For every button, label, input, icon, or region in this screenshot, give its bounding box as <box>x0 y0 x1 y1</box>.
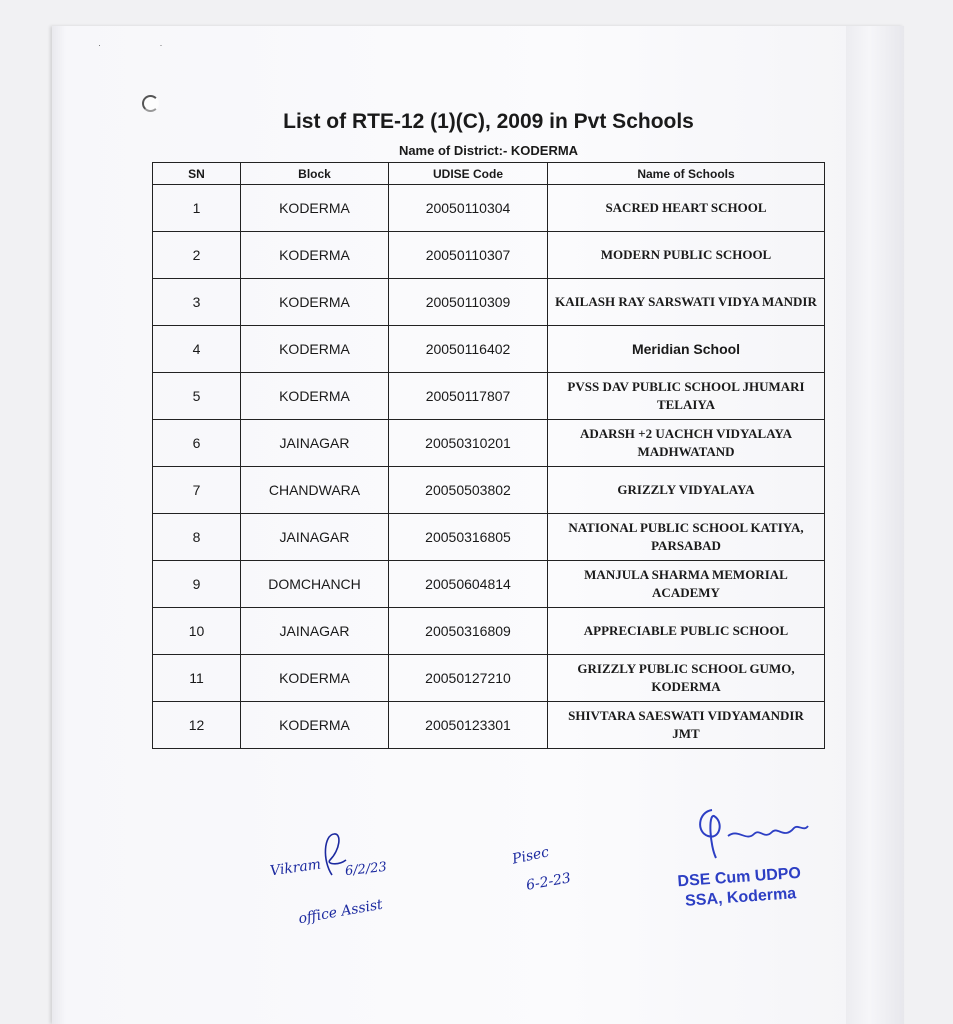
second-signature: Pisec <box>510 844 551 868</box>
paper-edge <box>846 26 904 1024</box>
cell-udise: 20050123301 <box>389 702 548 749</box>
cell-sn: 10 <box>153 608 241 655</box>
cell-school: MODERN PUBLIC SCHOOL <box>548 232 825 279</box>
cell-udise: 20050116402 <box>389 326 548 373</box>
cell-school: GRIZZLY PUBLIC SCHOOL GUMO, KODERMA <box>548 655 825 702</box>
cell-udise: 20050503802 <box>389 467 548 514</box>
cell-udise: 20050310201 <box>389 420 548 467</box>
cell-sn: 9 <box>153 561 241 608</box>
cell-block: DOMCHANCH <box>241 561 389 608</box>
stamp-line-2: SSA, Koderma <box>684 885 797 910</box>
cell-udise: 20050110304 <box>389 185 548 232</box>
table-row <box>153 326 825 373</box>
header-block: Block <box>241 163 389 185</box>
clerk-signature: Vikram <box>269 856 323 880</box>
cell-school: ADARSH +2 UACHCH VIDYALAYA MADHWATAND <box>548 420 825 467</box>
cell-block: CHANDWARA <box>241 467 389 514</box>
cell-block: KODERMA <box>241 702 389 749</box>
cell-school: Meridian School <box>548 326 825 373</box>
table-row <box>153 232 825 279</box>
table-row <box>153 608 825 655</box>
cell-school: MANJULA SHARMA MEMORIAL ACADEMY <box>548 561 825 608</box>
cell-block: KODERMA <box>241 373 389 420</box>
cell-school: KAILASH RAY SARSWATI VIDYA MANDIR <box>548 279 825 326</box>
cell-sn: 11 <box>153 655 241 702</box>
cell-udise: 20050110307 <box>389 232 548 279</box>
cell-block: KODERMA <box>241 655 389 702</box>
cell-sn: 3 <box>153 279 241 326</box>
table-row <box>153 655 825 702</box>
cell-sn: 7 <box>153 467 241 514</box>
cell-block: KODERMA <box>241 185 389 232</box>
cell-block: KODERMA <box>241 232 389 279</box>
cell-school: SACRED HEART SCHOOL <box>548 185 825 232</box>
cell-sn: 6 <box>153 420 241 467</box>
cell-block: JAINAGAR <box>241 420 389 467</box>
cell-school: SHIVTARA SAESWATI VIDYAMANDIR JMT <box>548 702 825 749</box>
cell-school: NATIONAL PUBLIC SCHOOL KATIYA, PARSABAD <box>548 514 825 561</box>
cell-udise: 20050127210 <box>389 655 548 702</box>
clerk-date: 6/2/23 <box>344 859 388 880</box>
district-line: Name of District:- KODERMA <box>398 143 579 158</box>
stamp-line-1: DSE Cum UDPO <box>677 864 802 891</box>
cell-block: KODERMA <box>241 279 389 326</box>
clerk-role: office Assist <box>297 896 384 928</box>
cell-school: GRIZZLY VIDYALAYA <box>548 467 825 514</box>
header-udise: UDISE Code <box>389 163 548 185</box>
cell-sn: 4 <box>153 326 241 373</box>
cell-udise: 20050604814 <box>389 561 548 608</box>
header-school: Name of Schools <box>548 163 825 185</box>
table-row <box>153 420 825 467</box>
table-row <box>153 373 825 420</box>
cell-sn: 5 <box>153 373 241 420</box>
table-row <box>153 514 825 561</box>
cell-udise: 20050117807 <box>389 373 548 420</box>
cell-block: JAINAGAR <box>241 514 389 561</box>
table-row <box>153 279 825 326</box>
document-title: List of RTE-12 (1)(C), 2009 in Pvt Schools <box>283 110 694 133</box>
table-row <box>153 561 825 608</box>
table-row <box>153 467 825 514</box>
cell-block: KODERMA <box>241 326 389 373</box>
header-sn: SN <box>153 163 241 185</box>
cell-udise: 20050316809 <box>389 608 548 655</box>
paper-specks: · · <box>98 40 191 50</box>
cell-udise: 20050110309 <box>389 279 548 326</box>
cell-sn: 2 <box>153 232 241 279</box>
cell-school: APPRECIABLE PUBLIC SCHOOL <box>548 608 825 655</box>
table-row <box>153 702 825 749</box>
cell-udise: 20050316805 <box>389 514 548 561</box>
table-row <box>153 185 825 232</box>
cell-school: PVSS DAV PUBLIC SCHOOL JHUMARI TELAIYA <box>548 373 825 420</box>
cell-sn: 1 <box>153 185 241 232</box>
officer-signature <box>694 806 814 866</box>
cell-sn: 8 <box>153 514 241 561</box>
table-header-row <box>153 163 825 185</box>
cell-sn: 12 <box>153 702 241 749</box>
second-date: 6-2-23 <box>524 870 573 894</box>
cell-block: JAINAGAR <box>241 608 389 655</box>
schools-table <box>152 162 825 749</box>
